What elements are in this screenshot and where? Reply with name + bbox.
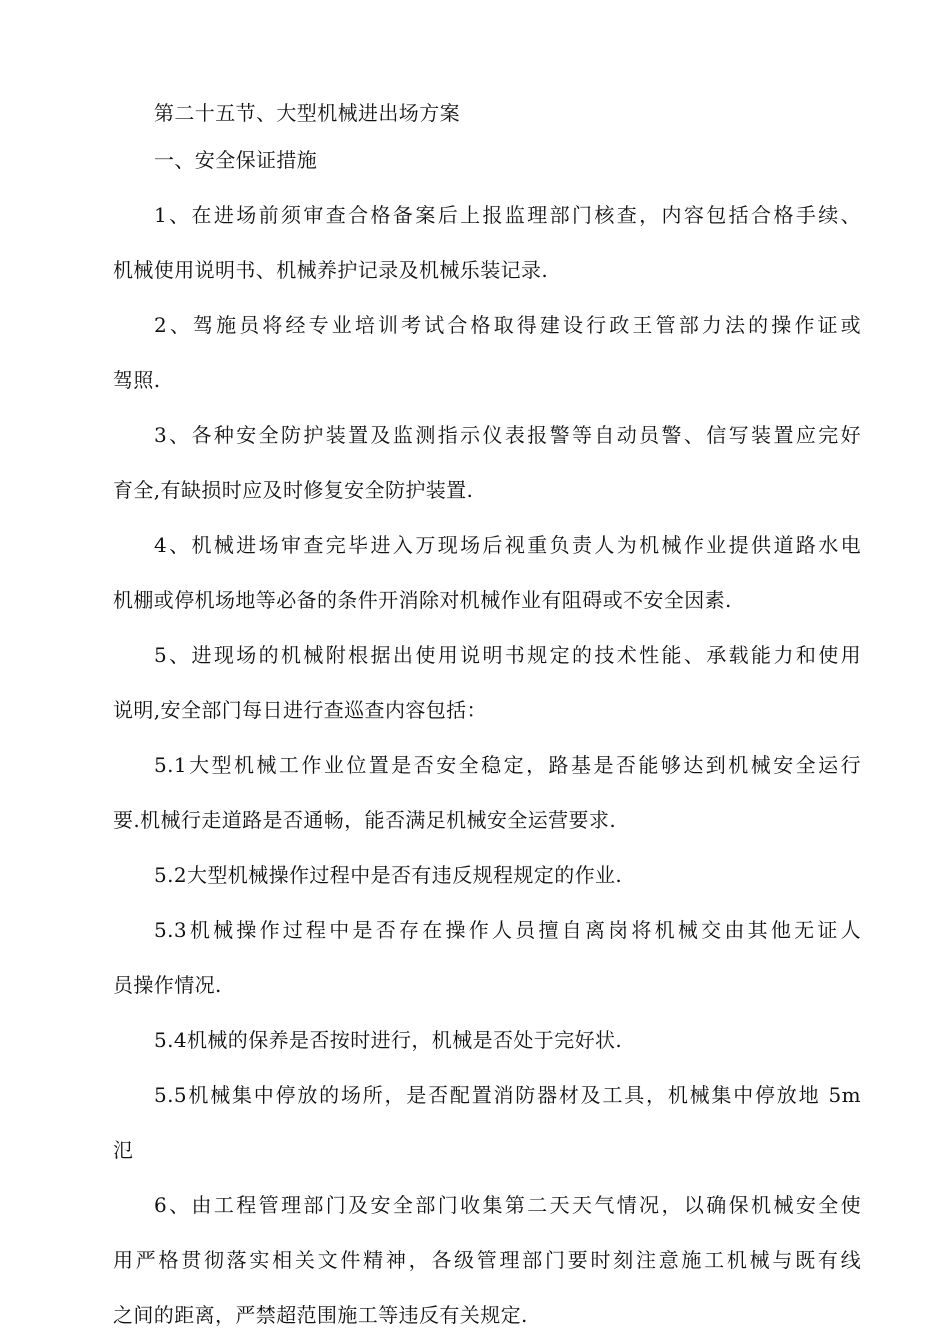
paragraph-5-5-line-1: 5.5机械集中停放的场所，是否配置消防器材及工具，机械集中停放地 5m xyxy=(154,1083,861,1107)
paragraph-2-line-2: 驾照. xyxy=(113,368,161,392)
paragraph-6-line-3: 之间的距离，严禁超范围施工等违反有关规定. xyxy=(113,1303,528,1327)
paragraph-1-line-2: 机械使用说明书、机械养护记录及机械乐装记录. xyxy=(113,258,549,282)
paragraph-5-3-line-1: 5.3机械操作过程中是否存在操作人员擅自离岗将机械交由其他无证人 xyxy=(154,918,861,942)
paragraph-6-line-1: 6、由工程管理部门及安全部门收集第二天天气情况，以确保机械安全使 xyxy=(154,1193,861,1217)
paragraph-5-line-2: 说明,安全部门每日进行查巡查内容包括： xyxy=(113,698,487,722)
paragraph-3 xyxy=(113,415,861,510)
paragraph-5-1 xyxy=(113,745,861,840)
section-title: 第二十五节、大型机械进出场方案 xyxy=(154,101,460,125)
paragraph-4-line-2: 机棚或停机场地等必备的条件开消除对机械作业有阻碍或不安全因素. xyxy=(113,588,732,612)
paragraph-5-3 xyxy=(113,910,861,1005)
document-body xyxy=(113,93,861,1335)
paragraph-2 xyxy=(113,305,861,400)
paragraph-5-1-line-1: 5.1大型机械工作业位置是否安全稳定，路基是否能够达到机械安全运行 xyxy=(154,753,861,777)
heading-safety-measures: 一、安全保证措施 xyxy=(154,148,318,172)
paragraph-5-2-line-1: 5.2大型机械操作过程中是否有违反规程规定的作业. xyxy=(154,863,623,887)
paragraph-3-line-2: 育全,有缺损时应及时修复安全防护装置. xyxy=(113,478,474,502)
paragraph-5-5-line-2: 氾 xyxy=(113,1138,134,1162)
paragraph-5 xyxy=(113,635,861,730)
paragraph-5-4 xyxy=(113,1020,861,1060)
paragraph-5-4-line-1: 5.4机械的保养是否按时进行，机械是否处于完好状. xyxy=(154,1028,623,1052)
paragraph-6 xyxy=(113,1185,861,1335)
paragraph-5-1-line-2: 要.机械行走道路是否通畅，能否满足机械安全运营要求. xyxy=(113,808,617,832)
paragraph-1-line-1: 1、在进场前须审查合格备案后上报监理部门核查，内容包括合格手续、 xyxy=(154,203,861,227)
paragraph-5-5 xyxy=(113,1075,861,1170)
paragraph-4-line-1: 4、机械进场审查完毕进入万现场后视重负责人为机械作业提供道路水电 xyxy=(154,533,861,557)
paragraph-4 xyxy=(113,525,861,620)
paragraph-5-line-1: 5、进现场的机械附根据出使用说明书规定的技术性能、承载能力和使用 xyxy=(154,643,861,667)
paragraph-5-2 xyxy=(113,855,861,895)
paragraph-2-line-1: 2、驾施员将经专业培训考试合格取得建设行政王管部力法的操作证或 xyxy=(154,313,861,337)
paragraph-6-line-2: 用严格贯彻落实相关文件精神，各级管理部门要时刻注意施工机械与既有线 xyxy=(113,1248,861,1272)
paragraph-3-line-1: 3、各种安全防护装置及监测指示仪表报警等自动员警、信写装置应完好 xyxy=(154,423,861,447)
paragraph-5-3-line-2: 员操作情况. xyxy=(113,973,222,997)
paragraph-1 xyxy=(113,195,861,290)
